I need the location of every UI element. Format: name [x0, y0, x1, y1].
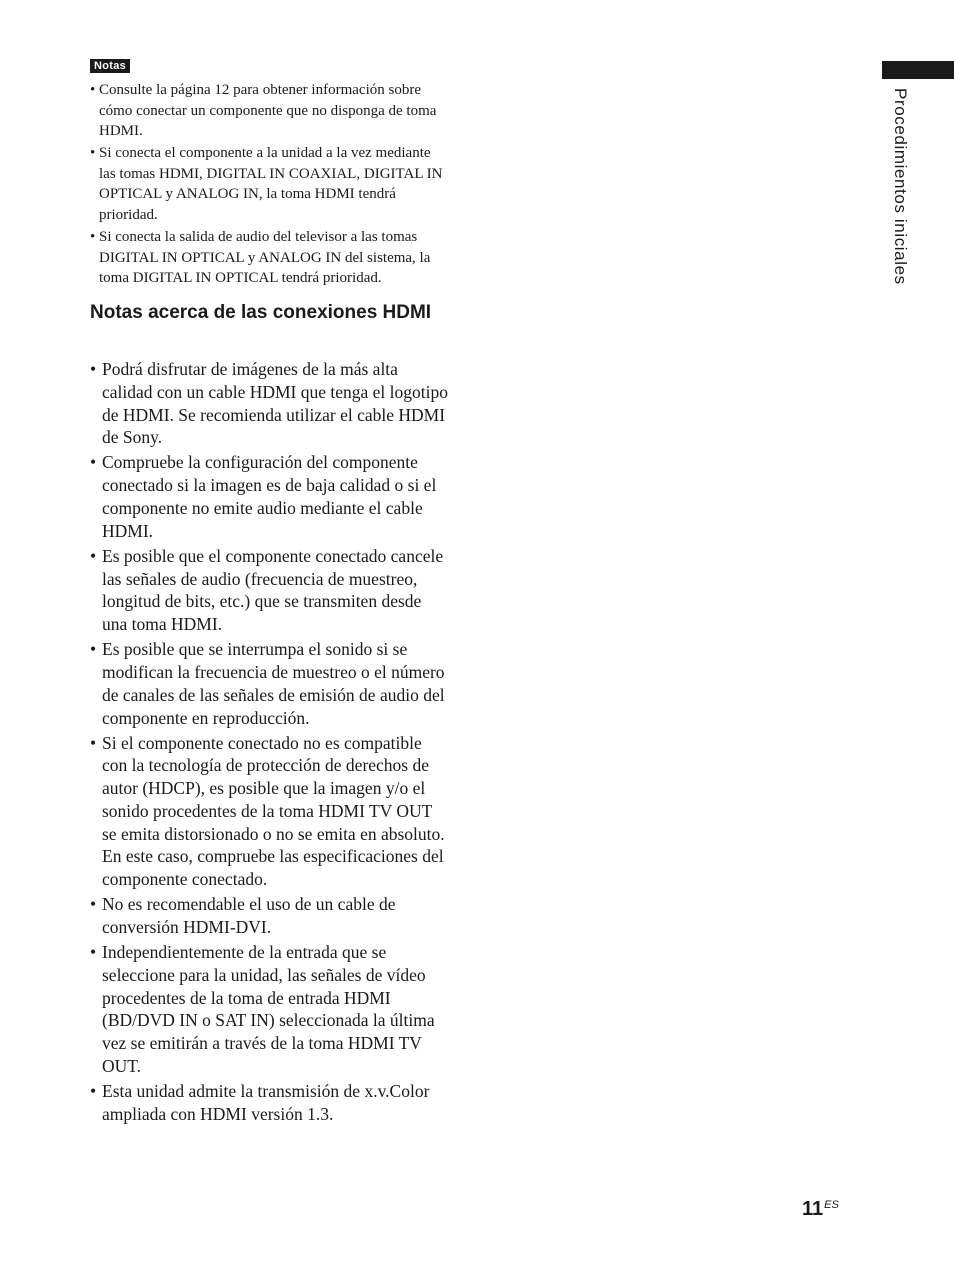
- note-text: Si conecta el componente a la unidad a la vez mediante las tomas HDMI, DIGITAL IN COAXIAL, DIGITAL IN OPTICAL y ANALOG IN, la toma HDMI tendrá prioridad.: [99, 145, 443, 224]
- bullet: •: [90, 545, 97, 566]
- page-number-value: 11: [802, 1198, 824, 1220]
- list-item: [90, 893, 450, 939]
- item-continuation: En este caso, compruebe las especificaciones del componente conectado.: [102, 846, 444, 890]
- list-item: [90, 227, 450, 289]
- bullet: •: [90, 894, 97, 915]
- list-item: [90, 451, 450, 542]
- list-item: [90, 80, 450, 142]
- bullet: •: [90, 229, 96, 246]
- item-text: Compruebe la configuración del componente conectado si la imagen es de baja calidad o si el componente no emite audio mediante el cable HDMI.: [102, 452, 437, 541]
- bullet: •: [90, 452, 97, 473]
- page-number: [802, 1198, 839, 1221]
- side-section-label: Procedimientos iniciales: [891, 88, 910, 285]
- bullet: •: [90, 942, 97, 963]
- item-text: No es recomendable el uso de un cable de conversión HDMI-DVI.: [102, 894, 396, 938]
- bullet: •: [90, 639, 97, 660]
- item-text: Podrá disfrutar de imágenes de la más alta calidad con un cable HDMI que tenga el logotipo de HDMI. Se recomienda utilizar el cable HDMI de Sony.: [102, 359, 449, 448]
- list-item: [90, 545, 450, 636]
- bullet: •: [90, 145, 96, 162]
- item-text: Esta unidad admite la transmisión de x.v.Color ampliada con HDMI versión 1.3.: [102, 1081, 430, 1124]
- bullet: •: [90, 732, 97, 753]
- page-language-code: ES: [824, 1199, 839, 1211]
- item-text: Si el componente conectado no es compatible con la tecnología de protección de derechos de autor (HDCP), es posible que la imagen y/o el sonido procedentes de la toma HDMI TV OUT se emita distorsionado o no se emita en absoluto.: [102, 732, 445, 844]
- item-text: Es posible que se interrumpa el sonido si se modifican la frecuencia de muestreo o el número de canales de las señales de emisión de audio del componente en reproducción.: [102, 639, 445, 728]
- bullet: •: [90, 359, 97, 379]
- section-tab-marker: [882, 61, 954, 79]
- note-text: Consulte la página 12 para obtener información sobre cómo conectar un componente que no disponga de toma HDMI.: [99, 82, 437, 140]
- hdmi-notes-list: [90, 358, 450, 1128]
- list-item: [90, 941, 450, 1078]
- notes-list: [90, 80, 450, 290]
- bullet: •: [90, 82, 96, 98]
- item-text: Es posible que el componente conectado cancele las señales de audio (frecuencia de muestreo, longitud de bits, etc.) que se transmiten desde una toma HDMI.: [102, 545, 444, 635]
- notes-badge: Notas: [90, 59, 130, 73]
- bullet: •: [90, 1081, 97, 1102]
- list-item: [90, 358, 450, 449]
- list-item: [90, 732, 450, 892]
- section-title: Notas acerca de las conexiones HDMI: [90, 302, 432, 323]
- item-text: Independientemente de la entrada que se seleccione para la unidad, las señales de vídeo procedentes de la toma de entrada HDMI (BD/DVD IN o SAT IN) seleccionada la última vez se emitirán a través de la toma HDMI TV OUT.: [102, 942, 435, 1077]
- note-text: Si conecta la salida de audio del televisor a las tomas DIGITAL IN OPTICAL y ANALOG IN del sistema, la toma DIGITAL IN OPTICAL tendrá prioridad.: [99, 229, 431, 287]
- list-item: [90, 638, 450, 729]
- list-item: [90, 1080, 450, 1126]
- list-item: [90, 143, 450, 225]
